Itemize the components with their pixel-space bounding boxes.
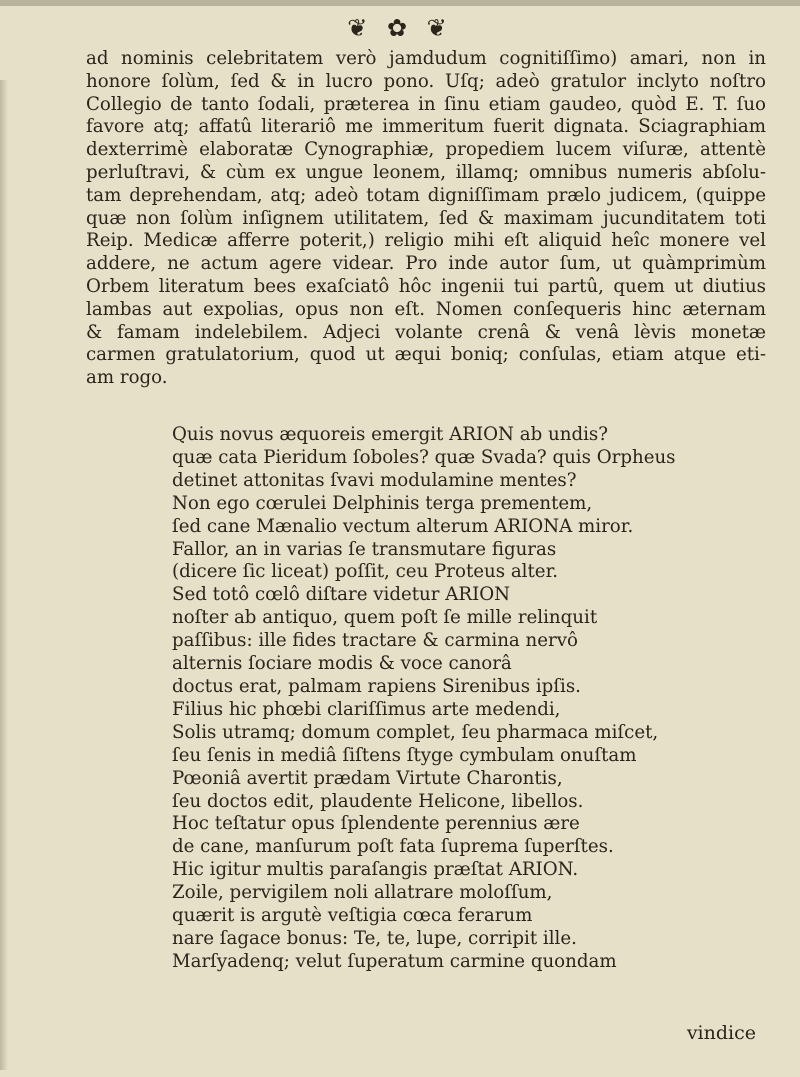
verse-line: nare ſagace bonus: Te, te, lupe, corripit ille. xyxy=(172,927,577,949)
verse-line: Marſyadenq; velut ſuperatum carmine quondam xyxy=(172,950,617,972)
verse-line: de cane, manſurum poſt fata ſuprema ſuperſtes. xyxy=(172,836,614,858)
page-top-edge xyxy=(0,0,800,6)
page-gutter-shadow xyxy=(0,80,8,1070)
verse-line: Quis novus æquoreis emergit ARION ab undis? xyxy=(172,424,608,445)
prose-line: Collegio de tanto ſodali, præterea in ſinu etiam gaudeo, quòd E. T. ſuo xyxy=(86,93,766,115)
prose-line: quæ non ſolùm inſignem utilitatem, ſed & maximam jucunditatem toti xyxy=(86,207,766,229)
verse-line: Sed totô cœlô diſtare videtur ARION xyxy=(172,584,511,606)
verse-line: Non ego cœrulei Delphinis terga prementem, xyxy=(172,492,593,514)
prose-line: Reip. Medicæ afferre poterit,) religio mihi eſt aliquid heîc monere vel xyxy=(86,230,766,252)
prose-line: perluſtravi, & cùm ex ungue leonem, illamq; omnibus numeris abſolu- xyxy=(86,161,766,183)
verse-line: Fallor, an in varias ſe transmutare figuras xyxy=(172,538,557,560)
verse-line: Hic igitur multis paraſangis præſtat ARION. xyxy=(172,859,579,881)
prose-line: & famam indelebilem. Adjeci volante crenâ & venâ lèvis monetæ xyxy=(86,321,766,343)
prose-paragraph xyxy=(86,48,766,390)
prose-line: lambas aut expolias, opus non eſt. Nomen conſequeris hinc æternam xyxy=(86,298,766,320)
prose-line: am rogo. xyxy=(86,367,168,389)
verse-line: Zoile, pervigilem noli allatrare moloſſum, xyxy=(172,882,553,904)
prose-line: addere, ne actum agere videar. Pro inde autor ſum, ut quàmprimùm xyxy=(86,253,766,275)
verse-line: alternis ſociare modis & voce canorâ xyxy=(172,653,512,675)
verse-line: doctus erat, palmam rapiens Sirenibus ipſis. xyxy=(172,675,581,697)
catchword: vindice xyxy=(686,1022,756,1044)
verse-line: noſter ab antiquo, quem poſt ſe mille relinquit xyxy=(172,607,598,629)
verse-line: detinet attonitas ſvavi modulamine mentes? xyxy=(172,469,577,491)
header-ornament: ❦ ✿ ❦ xyxy=(347,14,453,42)
verse-line: Solis utramq; domum complet, ſeu pharmaca miſcet, xyxy=(172,721,659,743)
prose-line: honore ſolùm, ſed & in lucro pono. Uſq; adeò gratulor inclyto noſtro xyxy=(86,70,766,92)
verse-line: Hoc teſtatur opus ſplendente perennius ære xyxy=(172,813,580,835)
verse-line: paſſibus: ille fides tractare & carmina nervô xyxy=(172,630,578,652)
verse-poem xyxy=(172,424,692,974)
prose-line: dexterrimè elaboratæ Cynographiæ, propediem lucem viſuræ, attentè xyxy=(86,139,766,161)
verse-line: quæ cata Pieridum ſoboles? quæ Svada? quis Orpheus xyxy=(172,446,676,468)
verse-line: Filius hic phœbi clariſſimus arte medendi, xyxy=(172,698,561,720)
verse-line: ſeu doctos edit, plaudente Helicone, libellos. xyxy=(172,790,584,812)
verse-line: Pœoniâ avertit prædam Virtute Charontis, xyxy=(172,767,563,789)
prose-line: carmen gratulatorium, quod ut æqui boniq; conſulas, etiam atque eti- xyxy=(86,344,766,366)
prose-line: ad nominis celebritatem verò jamdudum cognitiſſimo) amari, non in xyxy=(86,48,766,69)
verse-line: (dicere ſic liceat) poſſit, ceu Proteus alter. xyxy=(172,561,559,583)
prose-line: tam deprehendam, atq; adeò totam digniſſimam prælo judicem, (quippe xyxy=(86,184,766,206)
verse-line: ſed cane Mænalio vectum alterum ARIONA miror. xyxy=(172,515,634,537)
verse-line: ſeu ſenis in mediâ ſiſtens ſtyge cymbulam onuſtam xyxy=(172,744,637,766)
verse-line: quærit is argutè veſtigia cœca ferarum xyxy=(172,905,533,927)
prose-line: Orbem literatum bees exaſciatô hôc ingenii tui partû, quem ut diutius xyxy=(86,275,766,297)
prose-line: favore atq; affatû literariô me immeritum fuerit dignata. Sciagraphiam xyxy=(86,116,766,138)
